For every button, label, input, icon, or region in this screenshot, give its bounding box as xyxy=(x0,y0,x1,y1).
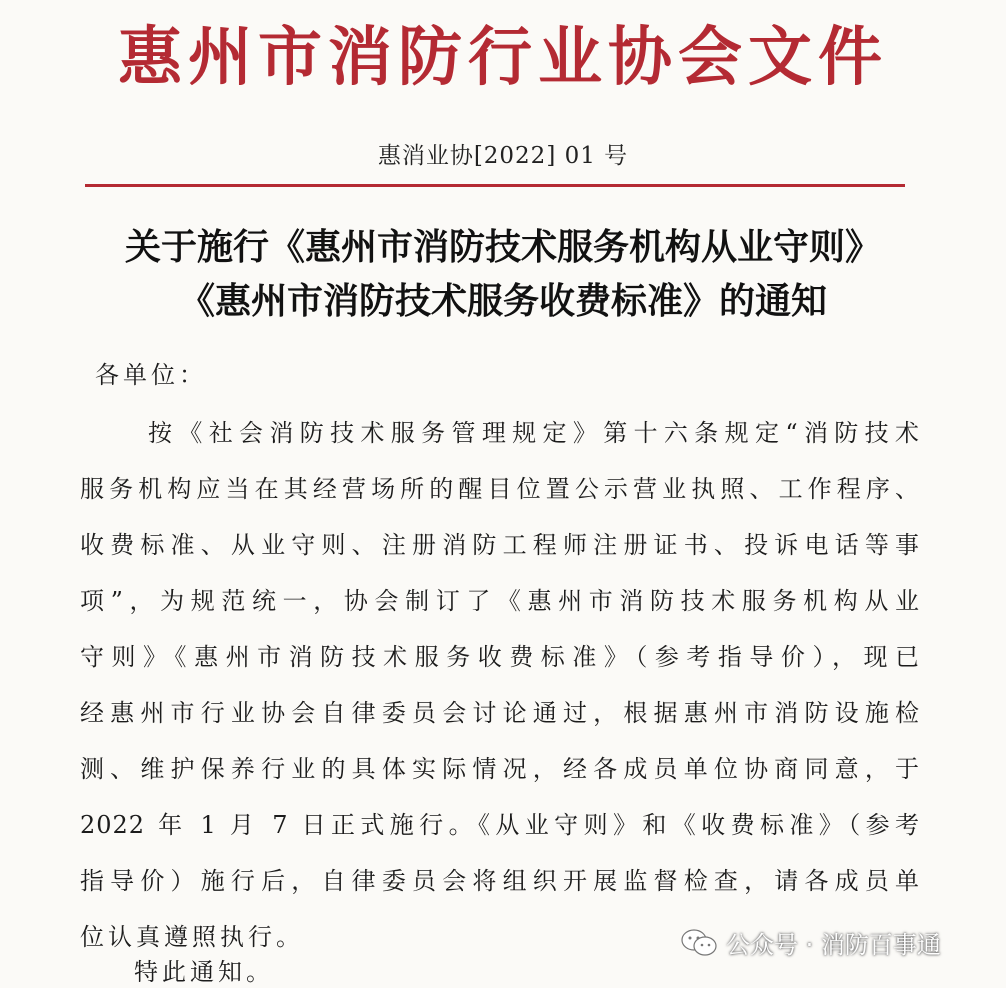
wechat-watermark xyxy=(680,925,941,960)
body-line: 2022 年 1 月 7 日正式施行。《从业守则》和《收费标准》（参考 xyxy=(80,811,920,839)
closing-line: 特此通知。 xyxy=(134,958,274,986)
notice-title-line-1: 关于施行《惠州市消防技术服务机构从业守则》 xyxy=(124,226,881,268)
body-line: 测、维护保养行业的具体实际情况，经各成员单位协商同意，于 xyxy=(80,755,920,783)
body-line: 位认真遵照执行。 xyxy=(80,923,304,951)
body-line: 指导价）施行后，自律委员会将组织开展监督检查，请各成员单 xyxy=(80,867,920,895)
watermark-text: 公众号 · 消防百事通 xyxy=(726,931,941,959)
body-line: 服务机构应当在其经营场所的醒目位置公示营业执照、工作程序、 xyxy=(80,475,920,503)
body-line: 收费标准、从业守则、注册消防工程师注册证书、投诉电话等事 xyxy=(80,531,920,559)
body-line: 守则》《惠州市消防技术服务收费标准》（参考指导价），现已 xyxy=(80,643,920,671)
document-number: 惠消业协[2022] 01 号 xyxy=(377,143,629,169)
wechat-icon xyxy=(680,928,718,958)
notice-title-line-2: 《惠州市消防技术服务收费标准》的通知 xyxy=(178,280,827,322)
body-line: 项”，为规范统一，协会制订了《惠州市消防技术服务机构从业 xyxy=(80,587,920,615)
header-divider xyxy=(85,184,905,187)
org-header-title: 惠州市消防行业协会文件 xyxy=(118,20,888,95)
salutation: 各单位： xyxy=(95,361,207,389)
body-line: 按《社会消防技术服务管理规定》第十六条规定“消防技术 xyxy=(148,419,920,447)
body-line: 经惠州市行业协会自律委员会讨论通过，根据惠州市消防设施检 xyxy=(80,699,920,727)
